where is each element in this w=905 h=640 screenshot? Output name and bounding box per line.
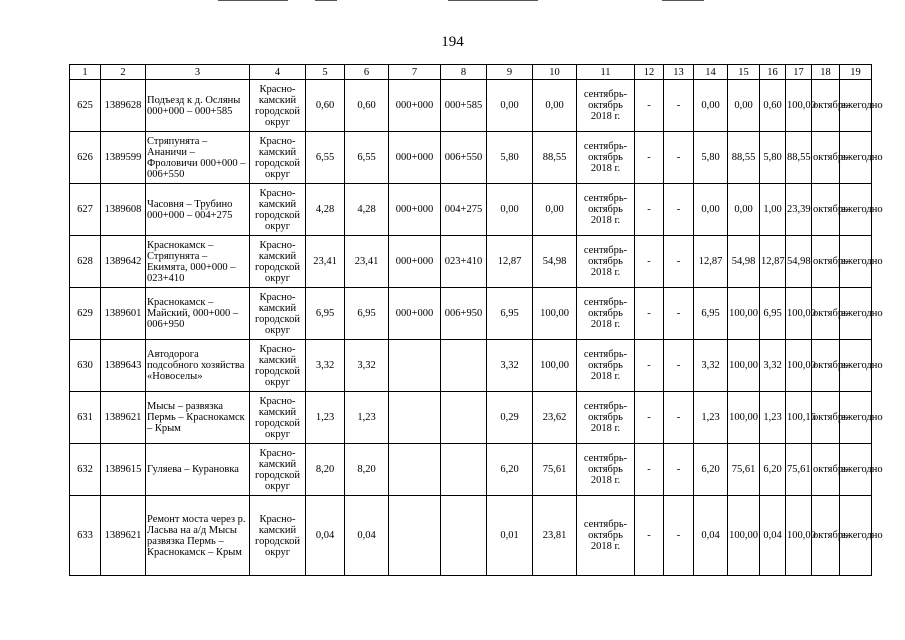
km-start — [389, 340, 441, 392]
table-row — [70, 496, 872, 576]
district: Красно-камский городской округ — [250, 184, 306, 236]
col-14: 1,23 — [694, 392, 728, 444]
col-16: 0,60 — [760, 80, 786, 132]
col-13: - — [664, 184, 694, 236]
repaired-length: 6,95 — [487, 288, 533, 340]
table-row — [70, 132, 872, 184]
col-14: 5,80 — [694, 132, 728, 184]
length: 0,60 — [306, 80, 345, 132]
length: 1,23 — [306, 392, 345, 444]
km-end — [441, 392, 487, 444]
month: октябрь — [812, 236, 840, 288]
month: октябрь — [812, 340, 840, 392]
frequency: ежегодно — [840, 236, 872, 288]
col-15: 100,00 — [728, 392, 760, 444]
col-12: - — [635, 288, 664, 340]
row-number: 632 — [70, 444, 101, 496]
col-16: 0,04 — [760, 496, 786, 576]
col-12: - — [635, 392, 664, 444]
repaired-length: 6,20 — [487, 444, 533, 496]
column-header: 9 — [487, 65, 533, 80]
col-12: - — [635, 236, 664, 288]
col-12: - — [635, 444, 664, 496]
length-total: 6,95 — [345, 288, 389, 340]
col-13: - — [664, 288, 694, 340]
district: Красно-камский городской округ — [250, 80, 306, 132]
col-16: 1,00 — [760, 184, 786, 236]
col-16: 12,87 — [760, 236, 786, 288]
col-16: 3,32 — [760, 340, 786, 392]
district: Красно-камский городской округ — [250, 496, 306, 576]
district: Красно-камский городской округ — [250, 444, 306, 496]
col-13: - — [664, 496, 694, 576]
inspection-period: сентябрь-октябрь 2018 г. — [577, 340, 635, 392]
row-number: 628 — [70, 236, 101, 288]
inspection-period: сентябрь-октябрь 2018 г. — [577, 80, 635, 132]
repaired-length: 5,80 — [487, 132, 533, 184]
frequency: ежегодно — [840, 392, 872, 444]
frequency: ежегодно — [840, 340, 872, 392]
frequency: ежегодно — [840, 132, 872, 184]
road-code: 1389615 — [101, 444, 146, 496]
repaired-percent: 75,61 — [533, 444, 577, 496]
row-number: 627 — [70, 184, 101, 236]
column-header: 18 — [812, 65, 840, 80]
col-17: 23,39 — [786, 184, 812, 236]
road-code: 1389642 — [101, 236, 146, 288]
col-14: 12,87 — [694, 236, 728, 288]
length: 0,04 — [306, 496, 345, 576]
length: 6,95 — [306, 288, 345, 340]
road-code: 1389621 — [101, 496, 146, 576]
col-15: 54,98 — [728, 236, 760, 288]
road-name: Краснокамск – Стряпунята – Екимята, 000+000 – 023+410 — [146, 236, 250, 288]
length: 4,28 — [306, 184, 345, 236]
month: октябрь — [812, 184, 840, 236]
road-code: 1389621 — [101, 392, 146, 444]
road-name: Стряпунята – Ананичи – Фроловичи 000+000 – 006+550 — [146, 132, 250, 184]
row-number: 631 — [70, 392, 101, 444]
col-14: 0,04 — [694, 496, 728, 576]
table-row — [70, 236, 872, 288]
page-number: 194 — [441, 34, 464, 50]
column-header: 15 — [728, 65, 760, 80]
col-16: 6,95 — [760, 288, 786, 340]
length: 6,55 — [306, 132, 345, 184]
road-register-table — [69, 64, 883, 576]
km-start: 000+000 — [389, 184, 441, 236]
col-12: - — [635, 132, 664, 184]
inspection-period: сентябрь-октябрь 2018 г. — [577, 288, 635, 340]
length-total: 6,55 — [345, 132, 389, 184]
column-header: 1 — [70, 65, 101, 80]
top-rule — [218, 0, 288, 1]
length-total: 0,04 — [345, 496, 389, 576]
road-code: 1389643 — [101, 340, 146, 392]
repaired-length: 0,00 — [487, 80, 533, 132]
col-16: 5,80 — [760, 132, 786, 184]
col-16: 6,20 — [760, 444, 786, 496]
column-header: 10 — [533, 65, 577, 80]
table-row — [70, 288, 872, 340]
month: октябрь — [812, 496, 840, 576]
repaired-percent: 0,00 — [533, 184, 577, 236]
frequency: ежегодно — [840, 444, 872, 496]
road-name: Ремонт моста через р. Ласьва на а/д Мысы развязка Пермь – Краснокамск – Крым — [146, 496, 250, 576]
road-name: Автодорога подсобного хозяйства «Новоселы» — [146, 340, 250, 392]
column-header: 14 — [694, 65, 728, 80]
month: октябрь — [812, 444, 840, 496]
column-header: 8 — [441, 65, 487, 80]
col-16: 1,23 — [760, 392, 786, 444]
row-number: 625 — [70, 80, 101, 132]
district: Красно-камский городской округ — [250, 288, 306, 340]
repaired-length: 3,32 — [487, 340, 533, 392]
repaired-length: 0,01 — [487, 496, 533, 576]
table-row — [70, 444, 872, 496]
road-name: Часовня – Трубино 000+000 – 004+275 — [146, 184, 250, 236]
col-13: - — [664, 340, 694, 392]
row-number: 626 — [70, 132, 101, 184]
inspection-period: сентябрь-октябрь 2018 г. — [577, 236, 635, 288]
road-code: 1389599 — [101, 132, 146, 184]
road-name: Подъезд к д. Осляны 000+000 – 000+585 — [146, 80, 250, 132]
district: Красно-камский городской округ — [250, 236, 306, 288]
month: октябрь — [812, 288, 840, 340]
column-header: 3 — [146, 65, 250, 80]
frequency: ежегодно — [840, 288, 872, 340]
top-rule — [662, 0, 704, 1]
col-13: - — [664, 236, 694, 288]
district: Красно-камский городской округ — [250, 132, 306, 184]
col-12: - — [635, 80, 664, 132]
col-13: - — [664, 392, 694, 444]
repaired-length: 12,87 — [487, 236, 533, 288]
col-17: 100,00 — [786, 496, 812, 576]
col-13: - — [664, 80, 694, 132]
column-header: 2 — [101, 65, 146, 80]
col-15: 75,61 — [728, 444, 760, 496]
length-total: 8,20 — [345, 444, 389, 496]
inspection-period: сентябрь-октябрь 2018 г. — [577, 496, 635, 576]
col-15: 100,00 — [728, 288, 760, 340]
table-row — [70, 340, 872, 392]
km-end: 023+410 — [441, 236, 487, 288]
length: 3,32 — [306, 340, 345, 392]
col-15: 88,55 — [728, 132, 760, 184]
length-total: 0,60 — [345, 80, 389, 132]
column-header: 17 — [786, 65, 812, 80]
road-name: Гуляева – Курановка — [146, 444, 250, 496]
frequency: ежегодно — [840, 80, 872, 132]
inspection-period: сентябрь-октябрь 2018 г. — [577, 184, 635, 236]
km-start — [389, 496, 441, 576]
col-17: 100,00 — [786, 288, 812, 340]
repaired-percent: 88,55 — [533, 132, 577, 184]
inspection-period: сентябрь-октябрь 2018 г. — [577, 392, 635, 444]
col-12: - — [635, 496, 664, 576]
km-end: 006+550 — [441, 132, 487, 184]
col-13: - — [664, 444, 694, 496]
col-17: 88,55 — [786, 132, 812, 184]
inspection-period: сентябрь-октябрь 2018 г. — [577, 132, 635, 184]
km-end: 000+585 — [441, 80, 487, 132]
column-header: 13 — [664, 65, 694, 80]
month: октябрь — [812, 392, 840, 444]
col-14: 0,00 — [694, 80, 728, 132]
table-row — [70, 80, 872, 132]
repaired-percent: 23,81 — [533, 496, 577, 576]
table-row — [70, 184, 872, 236]
road-code: 1389608 — [101, 184, 146, 236]
month: октябрь — [812, 132, 840, 184]
length: 8,20 — [306, 444, 345, 496]
col-17: 100,00 — [786, 80, 812, 132]
col-13: - — [664, 132, 694, 184]
km-end: 004+275 — [441, 184, 487, 236]
top-rule — [315, 0, 337, 1]
district: Красно-камский городской округ — [250, 340, 306, 392]
km-start — [389, 444, 441, 496]
length-total: 1,23 — [345, 392, 389, 444]
road-name: Краснокамск – Майский, 000+000 – 006+950 — [146, 288, 250, 340]
repaired-percent: 100,00 — [533, 288, 577, 340]
month: октябрь — [812, 80, 840, 132]
district: Красно-камский городской округ — [250, 392, 306, 444]
column-header: 16 — [760, 65, 786, 80]
row-number: 633 — [70, 496, 101, 576]
repaired-length: 0,00 — [487, 184, 533, 236]
length-total: 4,28 — [345, 184, 389, 236]
column-header: 4 — [250, 65, 306, 80]
col-14: 6,95 — [694, 288, 728, 340]
km-end — [441, 444, 487, 496]
col-12: - — [635, 184, 664, 236]
col-12: - — [635, 340, 664, 392]
km-start — [389, 392, 441, 444]
col-15: 100,00 — [728, 496, 760, 576]
repaired-percent: 23,62 — [533, 392, 577, 444]
column-header: 12 — [635, 65, 664, 80]
col-17: 54,98 — [786, 236, 812, 288]
column-header: 11 — [577, 65, 635, 80]
km-end — [441, 496, 487, 576]
col-15: 0,00 — [728, 80, 760, 132]
col-14: 0,00 — [694, 184, 728, 236]
column-header: 7 — [389, 65, 441, 80]
road-name: Мысы – развязка Пермь – Краснокамск – Крым — [146, 392, 250, 444]
table-row — [70, 392, 872, 444]
repaired-percent: 100,00 — [533, 340, 577, 392]
km-start: 000+000 — [389, 236, 441, 288]
header-row — [70, 65, 872, 80]
km-start: 000+000 — [389, 132, 441, 184]
km-start: 000+000 — [389, 80, 441, 132]
repaired-percent: 54,98 — [533, 236, 577, 288]
inspection-period: сентябрь-октябрь 2018 г. — [577, 444, 635, 496]
column-header: 19 — [840, 65, 872, 80]
km-end — [441, 340, 487, 392]
road-code: 1389628 — [101, 80, 146, 132]
col-14: 6,20 — [694, 444, 728, 496]
col-15: 100,00 — [728, 340, 760, 392]
row-number: 629 — [70, 288, 101, 340]
row-number: 630 — [70, 340, 101, 392]
repaired-percent: 0,00 — [533, 80, 577, 132]
col-14: 3,32 — [694, 340, 728, 392]
length-total: 3,32 — [345, 340, 389, 392]
frequency: ежегодно — [840, 184, 872, 236]
column-header: 5 — [306, 65, 345, 80]
top-rule — [448, 0, 538, 1]
length: 23,41 — [306, 236, 345, 288]
frequency: ежегодно — [840, 496, 872, 576]
km-start: 000+000 — [389, 288, 441, 340]
col-17: 100,00 — [786, 340, 812, 392]
col-17: 100,16 — [786, 392, 812, 444]
km-end: 006+950 — [441, 288, 487, 340]
road-code: 1389601 — [101, 288, 146, 340]
column-header: 6 — [345, 65, 389, 80]
length-total: 23,41 — [345, 236, 389, 288]
repaired-length: 0,29 — [487, 392, 533, 444]
col-17: 75,61 — [786, 444, 812, 496]
col-15: 0,00 — [728, 184, 760, 236]
